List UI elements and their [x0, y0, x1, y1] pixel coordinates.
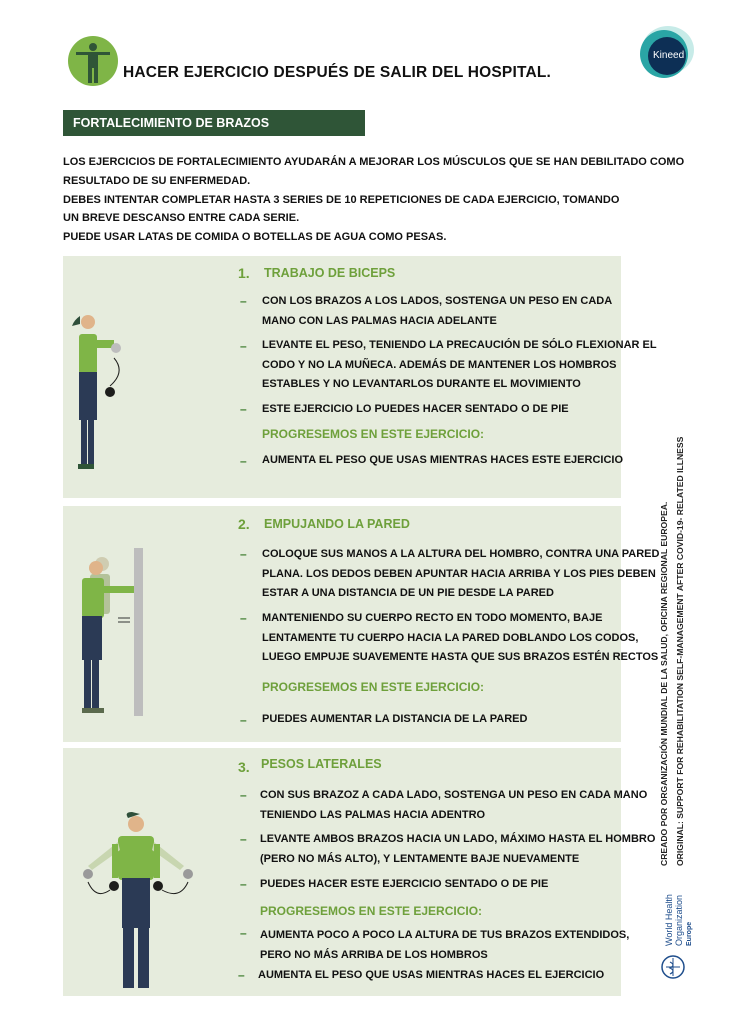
- exercise-number: 3.: [238, 759, 250, 775]
- who-name: Organization: [674, 894, 684, 946]
- brand-name: Kineed: [653, 50, 685, 61]
- biceps-curl-figure: [66, 306, 136, 476]
- bullet-dash: –: [240, 877, 247, 891]
- credit-line: CREADO POR ORGANIZACIÓN MUNDIAL DE LA SALUD, OFICINA REGIONAL EUROPEA.: [659, 501, 669, 866]
- exercise-step: LEVANTE AMBOS BRAZOS HACIA UN LADO, MÁXIMO HASTA EL HOMBRO (PERO NO MÁS ALTO), Y LENTAMENTE BAJE NUEVAMENTE: [260, 833, 656, 865]
- exercise-step: PUEDES HACER ESTE EJERCICIO SENTADO O DE PIE: [260, 878, 549, 890]
- bullet-dash: –: [240, 454, 247, 468]
- who-europe-logo: [660, 874, 730, 994]
- intro-text: [63, 153, 685, 247]
- bullet-dash: –: [240, 547, 247, 561]
- who-name: World Health: [664, 894, 674, 946]
- exercise-title: EMPUJANDO LA PARED: [264, 517, 410, 531]
- progress-step: AUMENTA EL PESO QUE USAS MIENTRAS HACES EL EJERCICIO: [258, 969, 605, 981]
- intro-line: RESULTADO DE SU ENFERMEDAD.: [63, 174, 251, 187]
- intro-line: LOS EJERCICIOS DE FORTALECIMIENTO AYUDARÁN A MEJORAR LOS MÚSCULOS QUE SE HAN DEBILITADO COMO: [63, 156, 685, 168]
- progress-step: AUMENTA POCO A POCO LA ALTURA DE TUS BRAZOS EXTENDIDOS, PERO NO MÁS ARRIBA DE LOS HOMBROS: [260, 929, 630, 961]
- lateral-raise-figure: [66, 810, 216, 996]
- intro-line: PUEDE USAR LATAS DE COMIDA O BOTELLAS DE AGUA COMO PESAS.: [63, 231, 447, 244]
- wall-push-figure: [74, 548, 154, 718]
- bullet-dash: –: [240, 611, 247, 625]
- progress-heading: PROGRESEMOS EN ESTE EJERCICIO:: [260, 904, 483, 918]
- exercise-number: 2.: [238, 516, 250, 532]
- bullet-dash: –: [240, 294, 247, 308]
- kineed-logo: [634, 20, 698, 84]
- exercise-step: CON LOS BRAZOS A LOS LADOS, SOSTENGA UN PESO EN CADA MANO CON LAS PALMAS HACIA ADELANTE: [262, 295, 613, 327]
- progress-heading: PROGRESEMOS EN ESTE EJERCICIO:: [262, 680, 485, 694]
- intro-line: UN BREVE DESCANSO ENTRE CADA SERIE.: [63, 212, 300, 225]
- exercise-title: TRABAJO DE BICEPS: [264, 266, 396, 280]
- exercise-step: ESTE EJERCICIO LO PUEDES HACER SENTADO O DE PIE: [262, 403, 569, 415]
- page-title: HACER EJERCICIO DESPUÉS DE SALIR DEL HOSPITAL.: [123, 64, 552, 81]
- exercise-step: LEVANTE EL PESO, TENIENDO LA PRECAUCIÓN DE SÓLO FLEXIONAR EL CODO Y NO LA MUÑECA. ADEMÁS DE MANTENER LOS HOMBROS ESTABLES Y NO LEVANTARLOS DURANTE EL MOVIMIENTO: [262, 339, 657, 390]
- progress-step: AUMENTA EL PESO QUE USAS MIENTRAS HACES ESTE EJERCICIO: [262, 454, 624, 466]
- exercise-step: CON SUS BRAZOZ A CADA LADO, SOSTENGA UN PESO EN CADA MANO TENIENDO LAS PALMAS HACIA ADENTRO: [260, 789, 648, 821]
- exercise-step: MANTENIENDO SU CUERPO RECTO EN TODO MOMENTO, BAJE LENTAMENTE TU CUERPO HACIA LA PARED DOBLANDO LOS CODOS, LUEGO EMPUJE SUAVEMENTE HASTA QUE SUS BRAZOS ESTÉN RECTOS: [262, 612, 659, 663]
- exercise-number: 1.: [238, 265, 250, 281]
- bullet-dash: –: [240, 832, 247, 846]
- intro-line: DEBES INTENTAR COMPLETAR HASTA 3 SERIES DE 10 REPETICIONES DE CADA EJERCICIO, TOMANDO: [63, 193, 620, 206]
- progress-step: PUEDES AUMENTAR LA DISTANCIA DE LA PARED: [262, 713, 528, 725]
- bullet-dash: –: [240, 713, 247, 727]
- progress-heading: PROGRESEMOS EN ESTE EJERCICIO:: [262, 427, 485, 441]
- person-arms-out-icon: [68, 36, 118, 86]
- bullet-dash: –: [240, 402, 247, 416]
- exercise-step: COLOQUE SUS MANOS A LA ALTURA DEL HOMBRO, CONTRA UNA PARED PLANA. LOS DEDOS DEBEN APUNTAR HACIA ARRIBA Y LOS PIES DEBEN ESTAR A UNA DISTANCIA DE UN PIE DESDE LA PARED: [262, 548, 660, 599]
- bullet-dash: –: [240, 788, 247, 802]
- who-region: Europe: [686, 921, 693, 946]
- bullet-dash: –: [238, 968, 245, 982]
- credit-line: ORIGINAL: SUPPORT FOR REHABILITATION SELF-MANAGEMENT AFTER COVID-19- RELATED ILLNESS: [675, 436, 685, 866]
- bullet-dash: –: [240, 926, 247, 940]
- section-header: FORTALECIMIENTO DE BRAZOS: [63, 110, 365, 136]
- who-emblem-icon: [660, 954, 686, 980]
- exercise-title: PESOS LATERALES: [261, 757, 382, 771]
- credit-text: [656, 437, 688, 866]
- bullet-dash: –: [240, 339, 247, 353]
